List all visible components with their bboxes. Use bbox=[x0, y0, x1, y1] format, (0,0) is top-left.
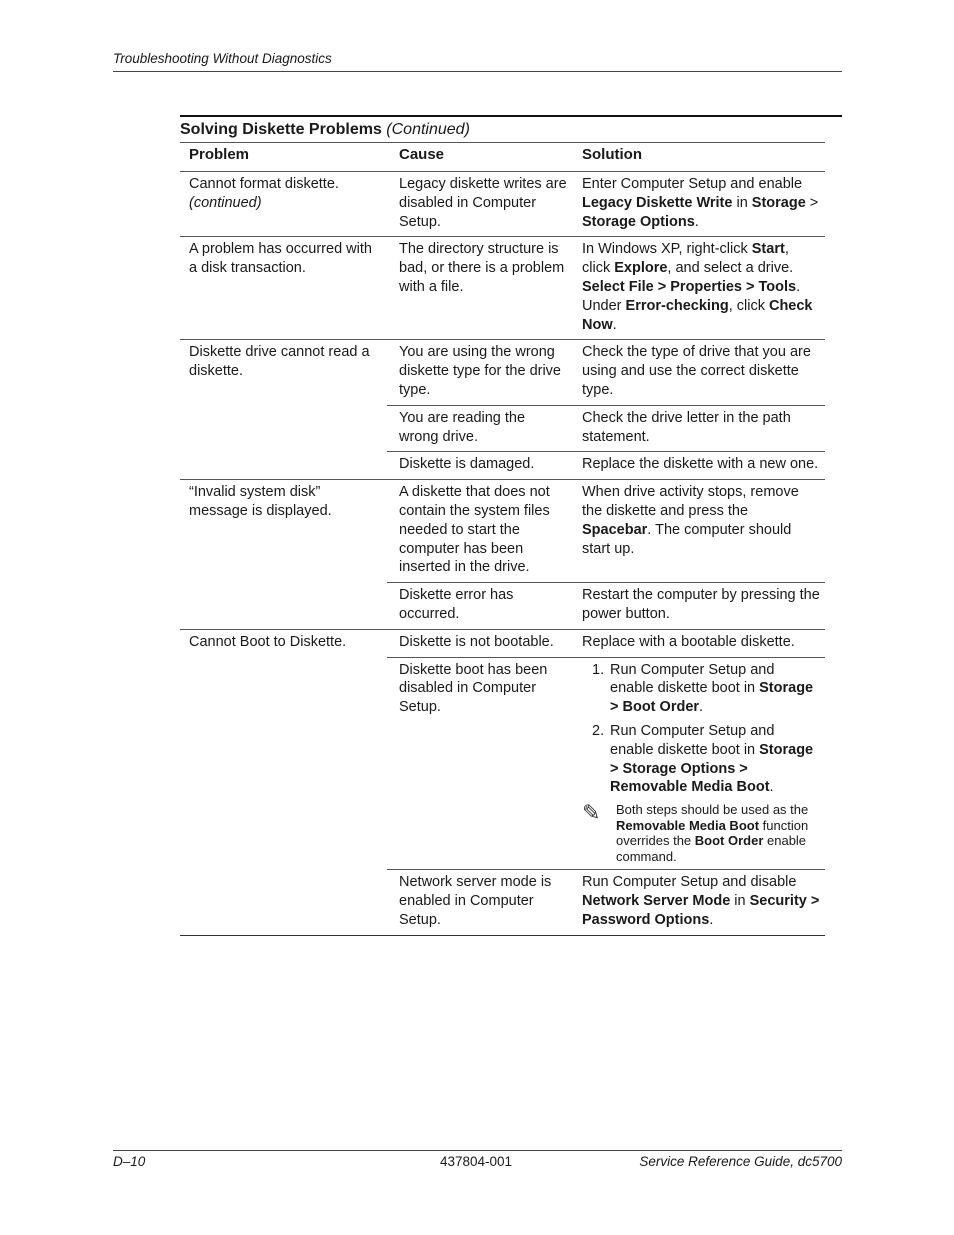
solution-cell: Run Computer Setup and disable Network Server Mode in Security > Password Options. bbox=[571, 870, 825, 935]
solution-cell: Restart the computer by pressing the power button. bbox=[571, 583, 825, 630]
footer-guide-title: Service Reference Guide, dc5700 bbox=[639, 1154, 842, 1169]
table-title: Solving Diskette Problems bbox=[180, 121, 382, 138]
problem-text: Cannot format diskette. bbox=[189, 176, 339, 192]
cause-cell: Legacy diskette writes are disabled in Computer Setup. bbox=[387, 172, 571, 237]
cause-cell: You are using the wrong diskette type for the drive type. bbox=[387, 340, 571, 405]
cause-cell: Diskette boot has been disabled in Computer Setup. bbox=[387, 657, 571, 870]
note-text: Both steps should be used as the Removable Media Boot function overrides the Boot Order enable command. bbox=[616, 802, 809, 864]
solution-cell: When drive activity stops, remove the diskette and press the Spacebar. The computer should start up. bbox=[571, 480, 825, 583]
running-head: Troubleshooting Without Diagnostics bbox=[113, 51, 332, 66]
column-header-solution: Solution bbox=[571, 143, 825, 172]
solution-cell: In Windows XP, right-click Start, click Explore, and select a drive. Select File > Properties > Tools. Under Error-checking, click Check Now. bbox=[571, 237, 825, 340]
table-title-note: (Continued) bbox=[386, 121, 470, 138]
solution-cell: Replace with a bootable diskette. bbox=[571, 629, 825, 657]
cause-cell: A diskette that does not contain the system files needed to start the computer has been inserted in the drive. bbox=[387, 480, 571, 583]
note bbox=[582, 802, 821, 864]
footer-part-number: 437804-001 bbox=[440, 1154, 513, 1169]
table-row bbox=[180, 480, 825, 583]
cause-cell: Diskette is not bootable. bbox=[387, 629, 571, 657]
problem-cell: A problem has occurred with a disk transaction. bbox=[180, 237, 387, 340]
solution-cell bbox=[571, 657, 825, 870]
solution-cell: Enter Computer Setup and enable Legacy Diskette Write in Storage > Storage Options. bbox=[571, 172, 825, 237]
table-caption bbox=[180, 115, 842, 142]
table-row bbox=[180, 340, 825, 405]
problem-cell: Diskette drive cannot read a diskette. bbox=[180, 340, 387, 480]
table-row bbox=[180, 237, 825, 340]
cause-cell: Diskette error has occurred. bbox=[387, 583, 571, 630]
solution-cell: Replace the diskette with a new one. bbox=[571, 452, 825, 480]
pencil-icon: ✎ bbox=[582, 800, 601, 826]
problem-cell: Cannot Boot to Diskette. bbox=[180, 629, 387, 935]
problem-cell: “Invalid system disk” message is displayed. bbox=[180, 480, 387, 630]
table-row bbox=[180, 629, 825, 657]
list-item: 1. Run Computer Setup and enable diskette boot in Storage > Boot Order. bbox=[592, 661, 814, 716]
footer-page-number: D–10 bbox=[113, 1154, 146, 1169]
list-item: 2. Run Computer Setup and enable diskette boot in Storage > Storage Options > Removable Media Boot. bbox=[592, 722, 814, 796]
column-header-cause: Cause bbox=[387, 143, 571, 172]
steps-list bbox=[582, 661, 821, 798]
column-header-problem: Problem bbox=[180, 143, 387, 172]
problem-cell bbox=[180, 172, 387, 237]
cause-cell: Network server mode is enabled in Computer Setup. bbox=[387, 870, 571, 935]
problem-note: (continued) bbox=[189, 194, 262, 211]
table-header-row bbox=[180, 143, 825, 172]
footer-rule bbox=[113, 1150, 842, 1151]
table-row bbox=[180, 172, 825, 237]
solution-cell: Check the type of drive that you are using and use the correct diskette type. bbox=[571, 340, 825, 405]
cause-cell: Diskette is damaged. bbox=[387, 452, 571, 480]
cause-cell: You are reading the wrong drive. bbox=[387, 405, 571, 452]
solution-cell: Check the drive letter in the path statement. bbox=[571, 405, 825, 452]
diskette-problems-table bbox=[180, 115, 842, 936]
cause-cell: The directory structure is bad, or there is a problem with a file. bbox=[387, 237, 571, 340]
header-rule bbox=[113, 71, 842, 72]
table bbox=[180, 142, 825, 936]
